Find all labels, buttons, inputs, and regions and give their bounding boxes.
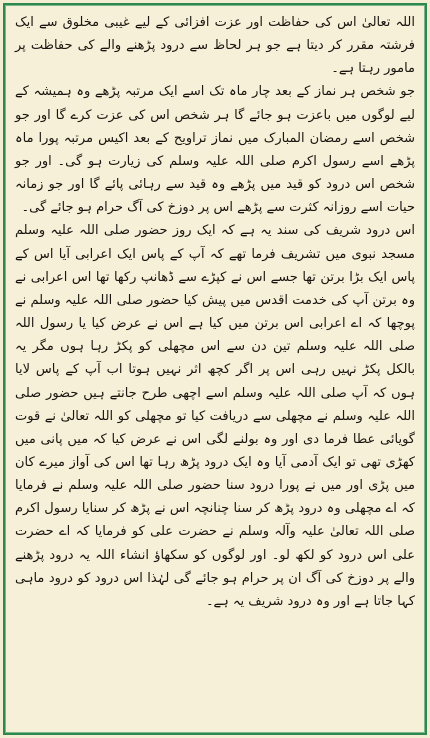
paragraph-virtues: جو شخص ہر نماز کے بعد چار ماہ تک اسے ایک مرتبہ پڑھے وہ ہمیشہ کے لیے لوگوں میں باعزت ہو جائے گا ہر شخص اس کی عزت کرے گا اور جو شخص اسے رمضان المبارک میں نماز تراویح کے بعد اکیس مرتبہ پورا ماہ پڑھے اسے رسول اکرم صلی اللہ علیہ وسلم کی زیارت ہو گی۔ اور جو شخص اس درود کو قید میں پڑھے وہ قید سے رہائی پائے گا اور جو زمانہ حیات اسے روزانہ کثرت سے پڑھے اس پر دوزخ کی آگ حرام ہو جائے گی۔ <box>15 84 415 216</box>
paragraph-narration: اس درود شریف کی سند یہ ہے کہ ایک روز حضور صلی اللہ علیہ وسلم مسجد نبوی میں تشریف فرما تھے کہ آپ کے پاس ایک اعرابی آیا اس کے پاس ایک بڑا برتن تھا جسے اس نے کپڑے سے ڈھانپ رکھا تھا اس اعرابی نے وہ برتن آپ کی خدمت اقدس میں پیش کیا حضور صلی اللہ علیہ وسلم نے پوچھا کہ اے اعرابی اس برتن میں کیا ہے اس نے عرض کیا یا رسول اللہ صلی اللہ علیہ وسلم تین دن سے اس مچھلی کو پکڑ رہا ہوں مگر یہ بالکل پکڑ نہیں رہی اس پر اگر کچھ اثر نہیں ہوتا اب آپ کے پاس لایا ہوں کہ آپ صلی اللہ علیہ وسلم اسے اچھی طرح جانتے ہیں حضور صلی اللہ علیہ وسلم نے مچھلی سے دریافت کیا تو مچھلی کو اللہ تعالیٰ نے قوت گویائی عطا فرما دی اور وہ بولنے لگی اس نے عرض کیا کہ میں پانی میں کھڑی تھی تو ایک آدمی آیا وہ ایک درود پڑھ رہا تھا اس کی آواز میرے کان میں پڑی اور میں نے پورا درود سنا حضور صلی اللہ علیہ وسلم نے فرمایا کہ اے مچھلی وہ درود پڑھ کر سنا چنانچہ اس نے پڑھ کر سنایا رسول اکرم صلی اللہ تعالیٰ علیہ وآلہ وسلم نے حضرت علی کو فرمایا کہ اے حضرت علی اس درود کو لکھ لو۔ اور لوگوں کو سکھاؤ انشاء اللہ یہ درود پڑھنے والے پر دوزخ کی آگ ان پر حرام ہو جائے گی لہٰذا اس درود کو درود ماہی کہا جاتا ہے اور وہ درود شریف یہ ہے۔ <box>15 223 415 609</box>
paragraph-protection-angel: اللہ تعالیٰ اس کی حفاظت اور عزت افزائی کے لیے غیبی مخلوق سے ایک فرشتہ مقرر کر دیتا ہے جو ہر لحاظ سے درود پڑھنے والے کی حفاظت پر مامور رہتا ہے۔ <box>15 15 415 77</box>
urdu-text-body <box>15 11 415 727</box>
page-border-frame <box>3 3 427 735</box>
